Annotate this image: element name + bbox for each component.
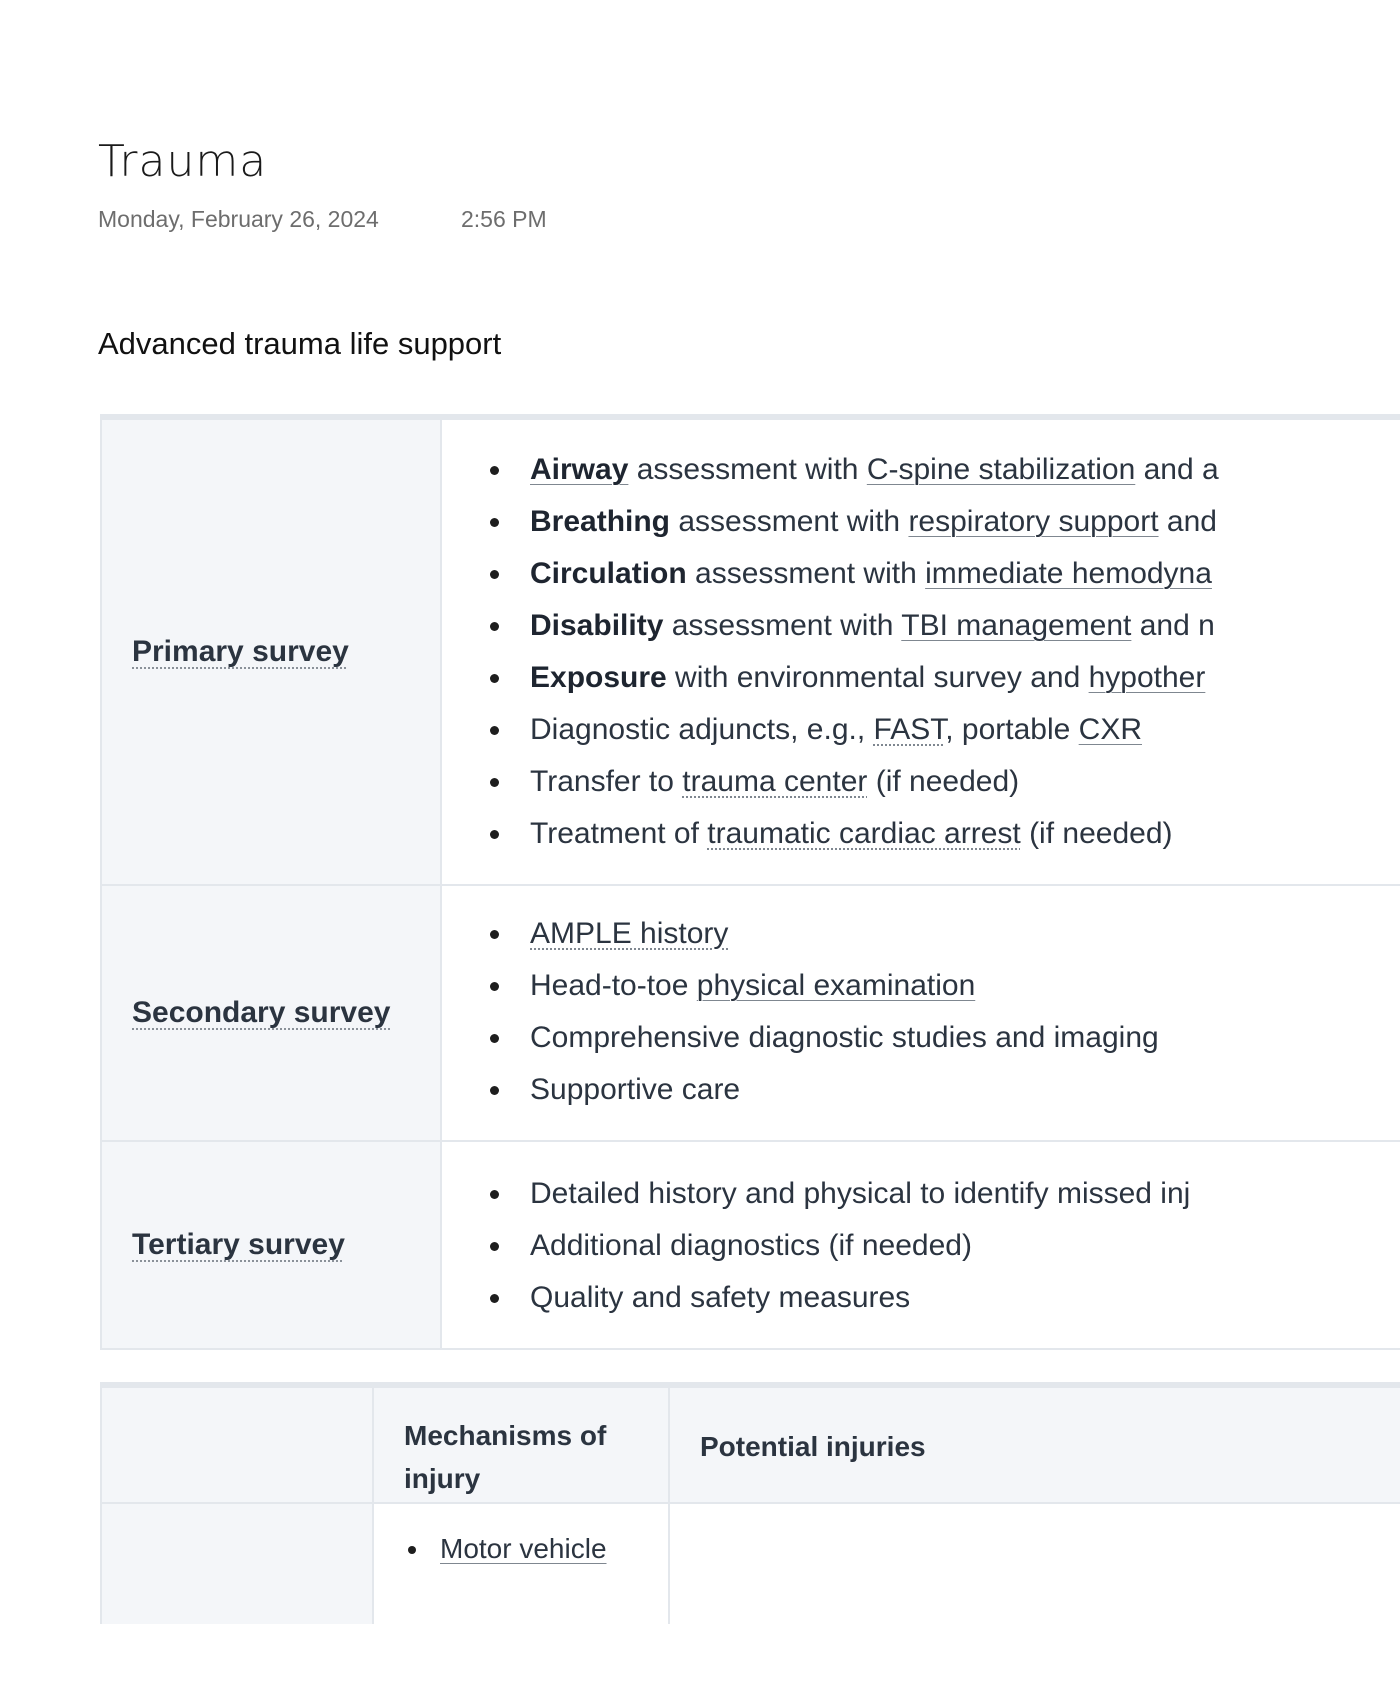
list-text: Treatment of bbox=[530, 817, 708, 850]
list-text: Diagnostic adjuncts, e.g., bbox=[530, 713, 874, 746]
list-text: Quality and safety measures bbox=[530, 1281, 911, 1314]
list-item bbox=[482, 548, 1219, 600]
tertiary-survey-link[interactable]: Tertiary survey bbox=[132, 1228, 345, 1261]
term-link[interactable]: FAST bbox=[873, 713, 946, 746]
list-item bbox=[482, 1168, 1190, 1220]
term-link[interactable]: traumatic cardiac arrest bbox=[707, 817, 1021, 850]
section-heading: Advanced trauma life support bbox=[98, 326, 502, 361]
injury-table-viewport bbox=[100, 1382, 1200, 1580]
list-item bbox=[482, 1272, 1190, 1324]
list-text: Head-to-toe bbox=[530, 969, 697, 1002]
list-text: and bbox=[1158, 505, 1217, 538]
term-link[interactable]: CXR bbox=[1078, 713, 1142, 746]
atls-table bbox=[100, 414, 1400, 1350]
term-link[interactable]: Airway bbox=[530, 453, 629, 486]
table-row-primary-survey bbox=[100, 420, 1400, 886]
row-header-cell bbox=[100, 420, 442, 884]
list-item bbox=[482, 756, 1219, 808]
secondary-survey-link[interactable]: Secondary survey bbox=[132, 996, 391, 1029]
page-title: Trauma bbox=[98, 136, 268, 187]
note-date: Monday, February 26, 2024 bbox=[98, 206, 379, 232]
list-text: Disability bbox=[530, 609, 664, 642]
term-link[interactable]: hypother bbox=[1088, 661, 1206, 694]
list-text: Comprehensive diagnostic studies and imaging bbox=[530, 1021, 1159, 1054]
list-item bbox=[482, 444, 1219, 496]
list-text: Supportive care bbox=[530, 1073, 741, 1106]
term-link[interactable]: C-spine stabilization bbox=[866, 453, 1136, 486]
list-item bbox=[482, 1220, 1190, 1272]
note-time: 2:56 PM bbox=[461, 206, 547, 232]
list-item bbox=[482, 1012, 1159, 1064]
list-text: assessment with bbox=[663, 609, 902, 642]
list-item bbox=[482, 808, 1219, 860]
list-text: assessment with bbox=[628, 453, 867, 486]
secondary-survey-list bbox=[482, 908, 1159, 1116]
list-item bbox=[482, 704, 1219, 756]
list-text: assessment with bbox=[686, 557, 926, 590]
list-text: Breathing bbox=[530, 505, 671, 538]
list-item bbox=[482, 1064, 1159, 1116]
row-header-cell bbox=[100, 886, 442, 1140]
injury-table-row bbox=[100, 1504, 1400, 1624]
list-text: Exposure bbox=[530, 661, 667, 694]
table-row-secondary-survey bbox=[100, 886, 1400, 1142]
list-item bbox=[482, 496, 1219, 548]
list-item bbox=[482, 908, 1159, 960]
list-text: Detailed history and physical to identify missed inj bbox=[530, 1177, 1191, 1210]
row-header-cell bbox=[100, 1142, 442, 1348]
primary-survey-list bbox=[482, 444, 1219, 860]
list-text: Circulation bbox=[530, 557, 687, 590]
tertiary-survey-list bbox=[482, 1168, 1190, 1324]
list-item bbox=[404, 1524, 607, 1574]
mechanisms-list bbox=[404, 1524, 607, 1574]
list-text: (if needed) bbox=[867, 765, 1020, 798]
row-header-cell bbox=[102, 1504, 374, 1624]
header-potential-injuries: Potential injuries bbox=[700, 1430, 926, 1462]
list-text: and n bbox=[1131, 609, 1215, 642]
header-mechanisms-of-injury: Mechanisms of injury bbox=[404, 1420, 607, 1494]
term-link[interactable]: AMPLE history bbox=[530, 917, 729, 950]
term-link[interactable]: physical examination bbox=[696, 969, 976, 1002]
list-text: and a bbox=[1135, 453, 1219, 486]
table-row-tertiary-survey bbox=[100, 1142, 1400, 1350]
injury-table-header-row bbox=[100, 1382, 1400, 1504]
list-item bbox=[482, 652, 1219, 704]
atls-table-viewport bbox=[100, 414, 1219, 1350]
term-link[interactable]: respiratory support bbox=[908, 505, 1159, 538]
term-link[interactable]: trauma center bbox=[682, 765, 868, 798]
list-text: assessment with bbox=[670, 505, 909, 538]
motor-vehicle-link[interactable]: Motor vehicle bbox=[440, 1533, 607, 1564]
list-text: Additional diagnostics (if needed) bbox=[530, 1229, 972, 1262]
primary-survey-link[interactable]: Primary survey bbox=[132, 635, 349, 668]
list-item bbox=[482, 960, 1159, 1012]
list-text: Transfer to bbox=[530, 765, 683, 798]
term-link[interactable]: immediate hemodyna bbox=[925, 557, 1212, 590]
list-text: , portable bbox=[945, 713, 1079, 746]
list-text: (if needed) bbox=[1020, 817, 1173, 850]
term-link[interactable]: TBI management bbox=[901, 609, 1132, 642]
list-text: with environmental survey and bbox=[666, 661, 1089, 694]
list-item bbox=[482, 600, 1219, 652]
